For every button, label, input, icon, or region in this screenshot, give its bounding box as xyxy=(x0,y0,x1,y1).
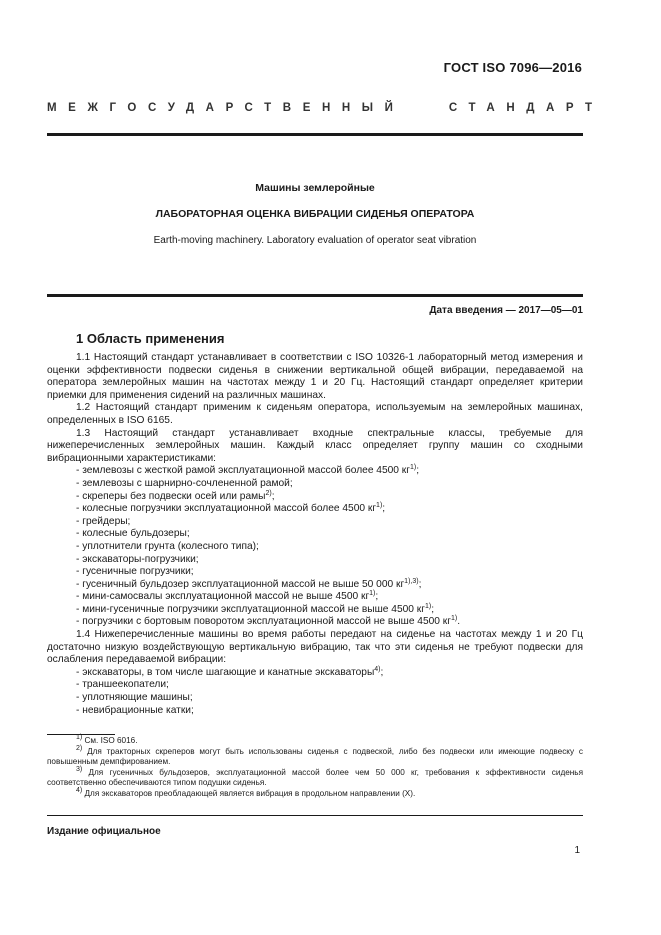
paragraph-1-3: 1.3 Настоящий стандарт устанавливает входные спектральные классы, требуемые для нижеперечисленных землеройных машин. Каждый класс определяет группу машин со сходными вибрационными характеристиками: xyxy=(47,427,583,464)
list-item: - экскаваторы-погрузчики; xyxy=(76,553,199,565)
footnote: $^{4)}$ Для экскаваторов преобладающей является вибрация в продольном направлении (X). xyxy=(76,786,416,798)
document-subject: Машины землеройные xyxy=(255,182,375,194)
document-title: ЛАБОРАТОРНАЯ ОЦЕНКА ВИБРАЦИИ СИДЕНЬЯ ОПЕРАТОРА xyxy=(155,208,475,220)
header-rule xyxy=(47,133,583,136)
paragraph-1-4: 1.4 Нижеперечисленные машины во время работы передают на сиденье на частотах между 1 и 20 Гц достаточно низкую воздействующую вертикальную вибрацию, так что эти сиденья не требуют подвески для ослабления передаваемой вибрации: xyxy=(47,629,583,666)
machine-list-no-suspension xyxy=(47,667,583,717)
list-item: - скреперы без подвески осей или рамы$^{2)}$; xyxy=(76,489,275,502)
list-item: - грейдеры; xyxy=(76,515,131,527)
list-item: - экскаваторы, в том числе шагающие и канатные экскаваторы$^{4)}$; xyxy=(76,665,384,678)
list-item: - мини-гусеничные погрузчики эксплуатационной массой не выше 4500 $кг^{1)}$; xyxy=(76,602,435,615)
footnote: $^{2)}$ Для тракторных скреперов могут быть использованы сиденья с подвеской, либо без подвески или имеющие подвеску с повышенным демпфированием. xyxy=(47,744,583,767)
machine-list-suspension xyxy=(47,465,583,629)
section-title: 1 Область применения xyxy=(76,331,225,346)
list-item: - гусеничные погрузчики; xyxy=(76,566,194,578)
document-code: ГОСТ ISO 7096—2016 xyxy=(443,60,582,75)
list-item: - землевозы с жесткой рамой эксплуатационной массой более 4500 $кг^{1)}$; xyxy=(76,464,420,477)
footnotes xyxy=(47,736,583,800)
page-number: 1 xyxy=(574,845,580,856)
footnote: $^{1)}$ См. ISO 6016. xyxy=(76,734,138,745)
list-item: - гусеничный бульдозер эксплуатационной массой не выше 50 000 $кг^{1),3)}$; xyxy=(76,577,422,590)
list-item: - погрузчики с бортовым поворотом эксплуатационной массой не выше 4500 $кг^{1)}$. xyxy=(76,615,461,628)
standard-type-heading: МЕЖГОСУДАРСТВЕННЫЙ СТАНДАРТ xyxy=(47,102,604,114)
list-item: - уплотняющие машины; xyxy=(76,692,193,704)
list-item: - колесные бульдозеры; xyxy=(76,528,190,540)
paragraph-1-2: 1.2 Настоящий стандарт применим к сиденьям оператора, используемым на землеройных машинах, определенных в ISO 6165. xyxy=(47,402,583,426)
section-body xyxy=(47,352,583,717)
list-item: - землевозы с шарнирно-сочлененной рамой; xyxy=(76,477,293,489)
introduction-date: Дата введения — 2017—05—01 xyxy=(429,305,583,316)
footnote: $^{3)}$ Для гусеничных бульдозеров, эксплуатационной массой более чем 50 000 кг, требования к эффективности сиденья соответственно обеспечиваются типом подушки сиденья. xyxy=(47,765,583,788)
list-item: - мини-самосвалы эксплуатационной массой не выше 4500 $кг^{1)}$; xyxy=(76,590,379,603)
title-rule xyxy=(47,294,583,297)
document-title-english: Earth-moving machinery. Laboratory evaluation of operator seat vibration xyxy=(153,235,477,246)
list-item: - колесные погрузчики эксплуатационной массой более 4500 $кг^{1)}$; xyxy=(76,502,386,515)
list-item: - траншеекопатели; xyxy=(76,679,169,691)
official-edition-label: Издание официальное xyxy=(47,826,161,837)
list-item: - уплотнители грунта (колесного типа); xyxy=(76,540,259,552)
paragraph-1-1: 1.1 Настоящий стандарт устанавливает в соответствии с ISO 10326-1 лабораторный метод измерения и оценки эффективности подвески сиденья в снижении вертикальной общей вибрации, передаваемой на оператора землеройных машин на частотах между 1 и 20 Гц. Настоящий стандарт определяет критерии приемки для применения сидений на различных машинах. xyxy=(47,352,583,401)
footer-rule xyxy=(47,815,583,816)
list-item: - невибрационные катки; xyxy=(76,704,194,716)
